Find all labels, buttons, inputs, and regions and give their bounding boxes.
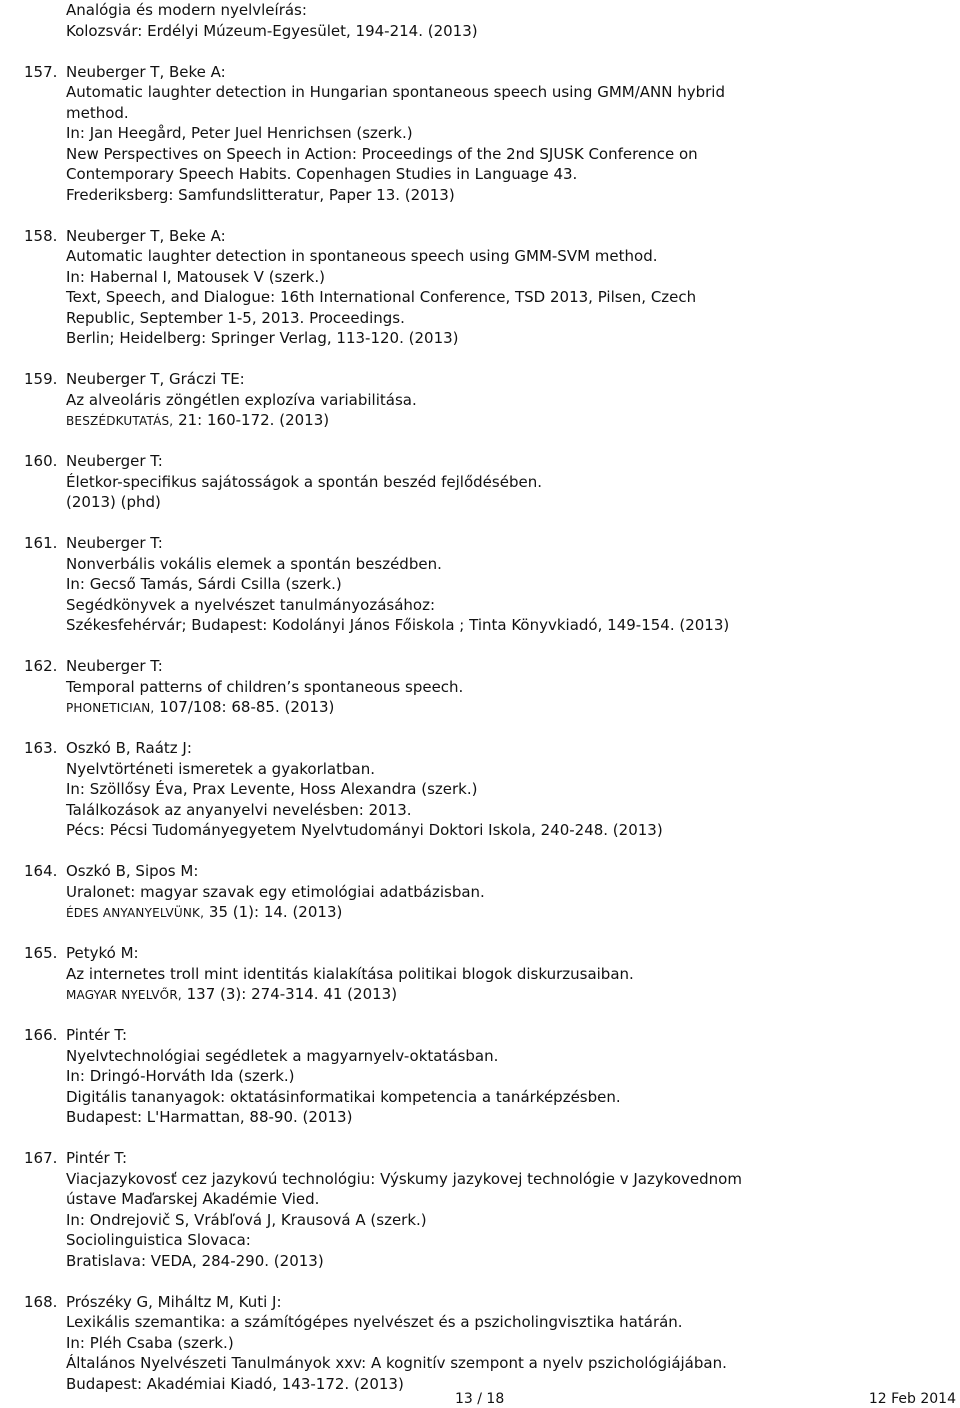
entry-line: ústave Maďarskej Akadémie Vied. [66, 1190, 320, 1208]
entry-line: method. [66, 103, 129, 122]
entry-authors: Oszkó B, Raátz J: [66, 739, 192, 757]
journal-name: MAGYAR NYELVŐR, [66, 988, 182, 1002]
entry-line: Viacjazykovosť cez jazykovú technológiu: Výskumy jazykovej technológie v Jazykovednom [66, 1169, 742, 1188]
entry-line: Székesfehérvár; Budapest: Kodolányi János Főiskola ; Tinta Könyvkiadó, 149-154. (2013) [66, 616, 730, 634]
entry-number: 168. [24, 1292, 58, 1311]
entry-line: Nyelvtörténeti ismeretek a gyakorlatban. [66, 759, 375, 778]
entry-line: Általános Nyelvészeti Tanulmányok xxv: A kognitív szempont a nyelv pszichológiájában. [66, 1354, 727, 1372]
entry-line: Az internetes troll mint identitás kialakítása politikai blogok diskurzusaiban. [66, 964, 634, 983]
journal-details: 21: 160-172. (2013) [173, 411, 330, 429]
entry-number: 167. [24, 1149, 58, 1167]
entry-authors: Petykó M: [66, 944, 139, 962]
entry-line: Uralonet: magyar szavak egy etimológiai adatbázisban. [66, 882, 485, 901]
entry-number: 165. [24, 944, 58, 962]
journal-name: BESZÉDKUTATÁS, [66, 414, 174, 428]
journal-line [66, 410, 329, 430]
entry-number: 166. [24, 1026, 58, 1044]
entry-line: Berlin; Heidelberg: Springer Verlag, 113-120. (2013) [66, 329, 459, 347]
entry-line: In: Dringó-Horváth Ida (szerk.) [66, 1067, 295, 1085]
page-number: 13 / 18 [455, 1391, 505, 1407]
entry-line: In: Pléh Csaba (szerk.) [66, 1333, 234, 1352]
entry-line: Az alveoláris zöngétlen explozíva variabilitása. [66, 390, 417, 409]
entry-line: Nonverbális vokális elemek a spontán beszédben. [66, 554, 442, 573]
entry-line: Automatic laughter detection in Hungarian spontaneous speech using GMM/ANN hybrid [66, 83, 725, 101]
entry-line: Contemporary Speech Habits. Copenhagen Studies in Language 43. [66, 165, 578, 183]
entry-authors: Neuberger T: [66, 452, 163, 470]
entry-line: In: Jan Heegård, Peter Juel Henrichsen (szerk.) [66, 124, 413, 142]
entry-line: Temporal patterns of children’s spontaneous speech. [66, 677, 464, 696]
continuation-line: Analógia és modern nyelvleírás: [66, 1, 307, 19]
entry-authors: Neuberger T, Beke A: [66, 226, 226, 245]
journal-details: 107/108: 68-85. (2013) [154, 698, 335, 716]
entry-line: Pécs: Pécsi Tudományegyetem Nyelvtudományi Doktori Iskola, 240-248. (2013) [66, 821, 663, 839]
entry-line: Nyelvtechnológiai segédletek a magyarnyelv-oktatásban. [66, 1046, 499, 1065]
entry-line: Republic, September 1-5, 2013. Proceedings. [66, 308, 405, 327]
entry-line: In: Gecső Tamás, Sárdi Csilla (szerk.) [66, 575, 342, 593]
journal-details: 35 (1): 14. (2013) [204, 903, 343, 921]
entry-line: Budapest: L'Harmattan, 88-90. (2013) [66, 1108, 353, 1126]
entry-authors: Neuberger T, Gráczi TE: [66, 370, 245, 388]
entry-number: 160. [24, 452, 58, 470]
entry-line: Automatic laughter detection in spontaneous speech using GMM-SVM method. [66, 247, 658, 265]
entry-line: Életkor-specifikus sajátosságok a spontán beszéd fejlődésében. [66, 472, 542, 491]
entry-authors: Neuberger T: [66, 534, 163, 552]
entry-line: In: Ondrejovič S, Vrábľová J, Krausová A (szerk.) [66, 1210, 427, 1229]
footer-date: 12 Feb 2014 [868, 1391, 956, 1407]
entry-number: 157. [24, 62, 58, 81]
journal-name: ÉDES ANYANYELVÜNK, [66, 906, 205, 920]
entry-line: New Perspectives on Speech in Action: Proceedings of the 2nd SJUSK Conference on [66, 144, 698, 163]
entry-line: Találkozások az anyanyelvi nevelésben: 2013. [66, 800, 412, 819]
entry-number: 159. [24, 370, 58, 388]
journal-line [66, 984, 397, 1004]
entry-number: 163. [24, 739, 58, 757]
entry-line: Text, Speech, and Dialogue: 16th International Conference, TSD 2013, Pilsen, Czech [66, 288, 697, 306]
journal-name: PHONETICIAN, [66, 701, 155, 715]
entry-number: 161. [24, 534, 58, 552]
entry-line: Bratislava: VEDA, 284-290. (2013) [66, 1251, 324, 1270]
entry-line: Segédkönyvek a nyelvészet tanulmányozásához: [66, 595, 436, 614]
journal-line [66, 902, 342, 922]
entry-authors: Pintér T: [66, 1026, 128, 1044]
entry-line: In: Habernal I, Matousek V (szerk.) [66, 267, 325, 286]
entry-authors: Pintér T: [66, 1149, 128, 1167]
entry-authors: Neuberger T, Beke A: [66, 62, 226, 81]
continuation-line: Kolozsvár: Erdélyi Múzeum-Egyesület, 194-214. (2013) [66, 21, 478, 40]
entry-line: (2013) (phd) [66, 493, 161, 511]
entry-authors: Prószéky G, Miháltz M, Kuti J: [66, 1292, 282, 1311]
entry-authors: Neuberger T: [66, 657, 163, 675]
entry-line: Digitális tananyagok: oktatásinformatikai kompetencia a tanárképzésben. [66, 1087, 621, 1106]
entry-line: In: Szöllősy Éva, Prax Levente, Hoss Alexandra (szerk.) [66, 780, 478, 798]
entry-line: Sociolinguistica Slovaca: [66, 1231, 251, 1249]
entry-authors: Oszkó B, Sipos M: [66, 862, 199, 880]
entry-number: 158. [24, 226, 58, 245]
entry-number: 162. [24, 657, 58, 675]
entry-line: Budapest: Akadémiai Kiadó, 143-172. (2013) [66, 1374, 404, 1393]
journal-details: 137 (3): 274-314. 41 (2013) [181, 985, 398, 1003]
entry-number: 164. [24, 862, 58, 880]
entry-line: Lexikális szemantika: a számítógépes nyelvészet és a pszicholingvisztika határán. [66, 1313, 683, 1331]
entry-line: Frederiksberg: Samfundslitteratur, Paper 13. (2013) [66, 185, 455, 204]
journal-line [66, 697, 334, 717]
